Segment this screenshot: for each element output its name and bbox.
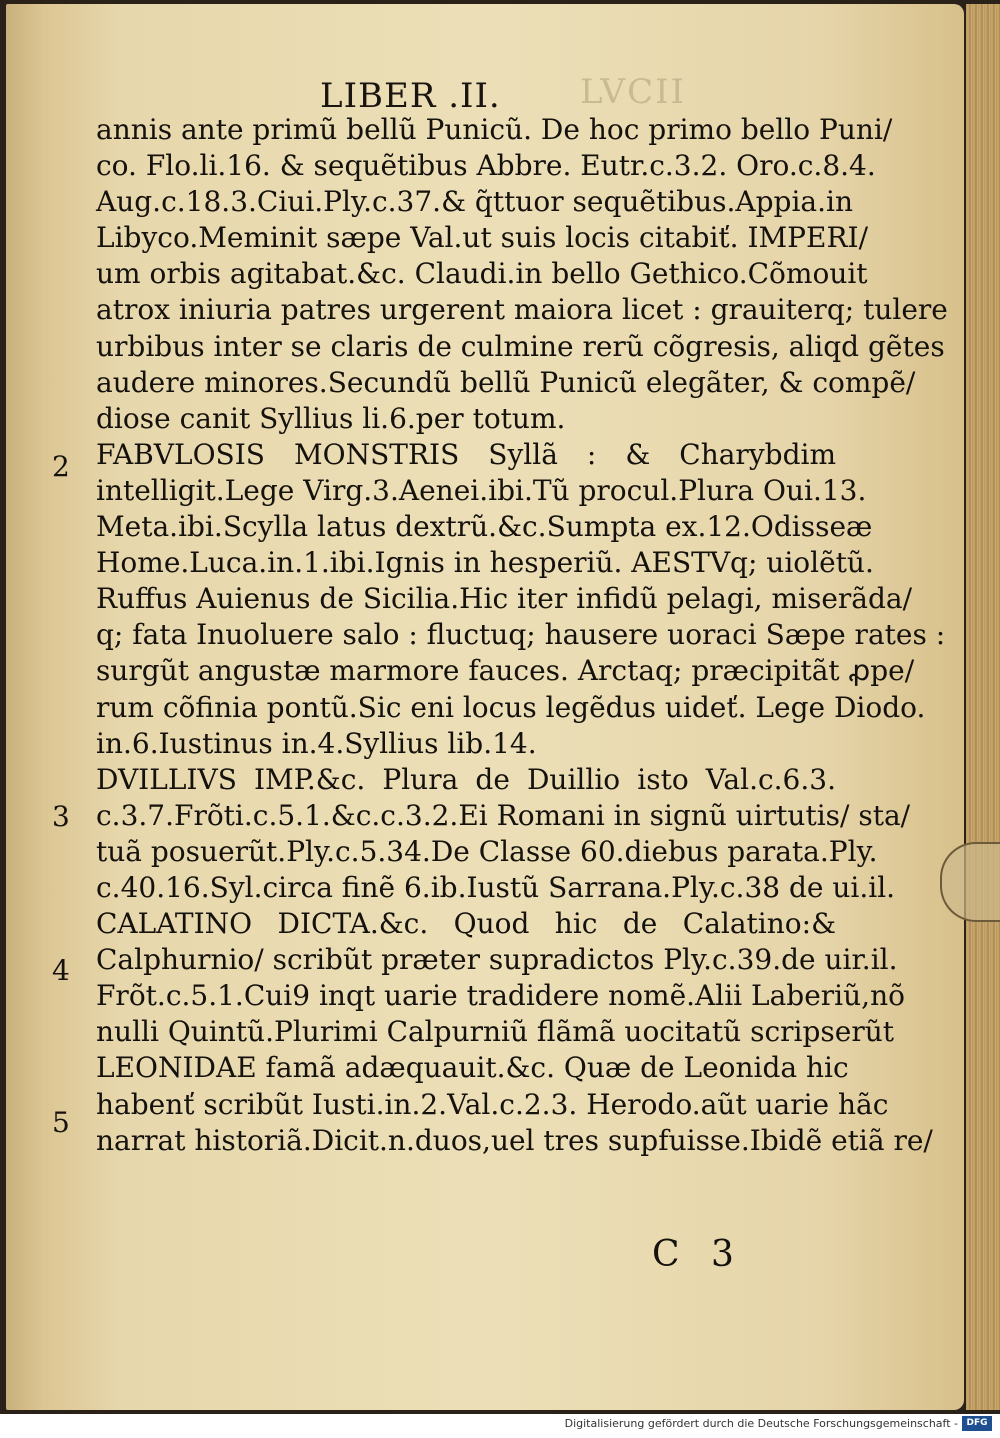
footer-credit: Digitalisierung gefördert durch die Deutsche Forschungsgemeinschaft - <box>564 1417 958 1430</box>
text-line: intelligit.Lege Virg.3.Aenei.ibi.Tũ procul.Plura Oui.13. <box>96 473 867 507</box>
text-line: Ruffus Auienus de Sicilia.Hic iter infidũ pelagi, miserãda/ <box>96 582 913 616</box>
running-head: LIBER .II. <box>320 76 501 116</box>
text-line: diose canit Syllius li.6.per totum. <box>96 401 566 435</box>
text-line: surgũt angustæ marmore fauces. Arctaq; præcipitãt ꝓpe/ <box>96 654 915 688</box>
text-line: nulli Quintũ.Plurimi Calpurniũ flãmã uocitatũ scripserũt <box>96 1015 894 1049</box>
text-line: Aug.c.18.3.Ciui.Ply.c.37.& q̃ttuor sequẽtibus.Appia.in <box>96 185 854 219</box>
text-line: CALATINO DICTA.&c. Quod hic de Calatino:& <box>96 907 836 941</box>
text-line: Frõt.c.5.1.Cui9 inqt uarie tradidere nomẽ.Alii Laberiũ,nõ <box>96 979 905 1013</box>
text-line: narrat historiã.Dicit.n.duos,uel tres supfuisse.Ibidẽ etiã re/ <box>96 1123 933 1157</box>
text-line: um orbis agitabat.&c. Claudi.in bello Gethico.Cõmouit <box>96 257 868 291</box>
signature-mark: C 3 <box>652 1234 744 1275</box>
text-line: tuã posuerũt.Ply.c.5.34.De Classe 60.diebus parata.Ply. <box>96 834 878 868</box>
text-line: q; fata Inuoluere salo : fluctuq; hausere uoraci Sæpe rates : <box>96 618 946 652</box>
footer <box>0 1414 1000 1438</box>
text-line: atrox iniuria patres urgerent maiora licet : grauiterq; tulere <box>96 293 948 327</box>
text-line: audere minores.Secundũ bellũ Punicũ elegãter, & compẽ/ <box>96 365 916 399</box>
margin-note-3: 3 <box>52 800 70 833</box>
text-line: urbibus inter se claris de culmine rerũ cõgresis, aliqd gẽtes <box>96 329 945 363</box>
bleed-through-text: LVCII <box>580 72 686 112</box>
text-line: c.3.7.Frõti.c.5.1.&c.c.3.2.Ei Romani in signũ uirtutis/ sta/ <box>96 798 911 832</box>
margin-note-4: 4 <box>52 954 70 987</box>
page-clip <box>940 842 1000 922</box>
text-line: c.40.16.Syl.circa finẽ 6.ib.Iustũ Sarrana.Ply.c.38 de ui.il. <box>96 870 896 904</box>
margin-note-2: 2 <box>52 450 70 483</box>
text-body <box>96 112 948 1159</box>
text-line: Libyco.Meminit sæpe Val.ut suis locis citabiť. IMPERI/ <box>96 221 869 255</box>
text-line: annis ante primũ bellũ Punicũ. De hoc primo bello Puni/ <box>96 113 893 146</box>
text-line: in.6.Iustinus in.4.Syllius lib.14. <box>96 726 537 760</box>
text-line: rum cõfinia pontũ.Sic eni locus legẽdus uideť. Lege Diodo. <box>96 690 926 724</box>
text-line: Meta.ibi.Scylla latus dextrũ.&c.Sumpta ex.12.Odisseæ <box>96 510 873 544</box>
text-line: habenť scribũt Iusti.in.2.Val.c.2.3. Herodo.aũt uarie hãc <box>96 1087 889 1121</box>
dfg-logo[interactable]: DFG <box>962 1416 992 1431</box>
text-line: FABVLOSIS MONSTRIS Syllã : & Charybdim <box>96 437 836 471</box>
text-line: Calphurnio/ scribũt præter supradictos Ply.c.39.de uir.il. <box>96 943 898 977</box>
margin-note-5: 5 <box>52 1106 70 1139</box>
text-line: LEONIDAE famã adæquauit.&c. Quæ de Leonida hic <box>96 1051 849 1085</box>
page-edges <box>966 4 1000 1410</box>
text-line: Home.Luca.in.1.ibi.Ignis in hesperiũ. AESTVq; uiolẽtũ. <box>96 546 874 580</box>
text-line: DVILLIVS IMP.&c. Plura de Duillio isto Val.c.6.3. <box>96 762 836 796</box>
text-line: co. Flo.li.16. & sequẽtibus Abbre. Eutr.c.3.2. Oro.c.8.4. <box>96 149 876 183</box>
